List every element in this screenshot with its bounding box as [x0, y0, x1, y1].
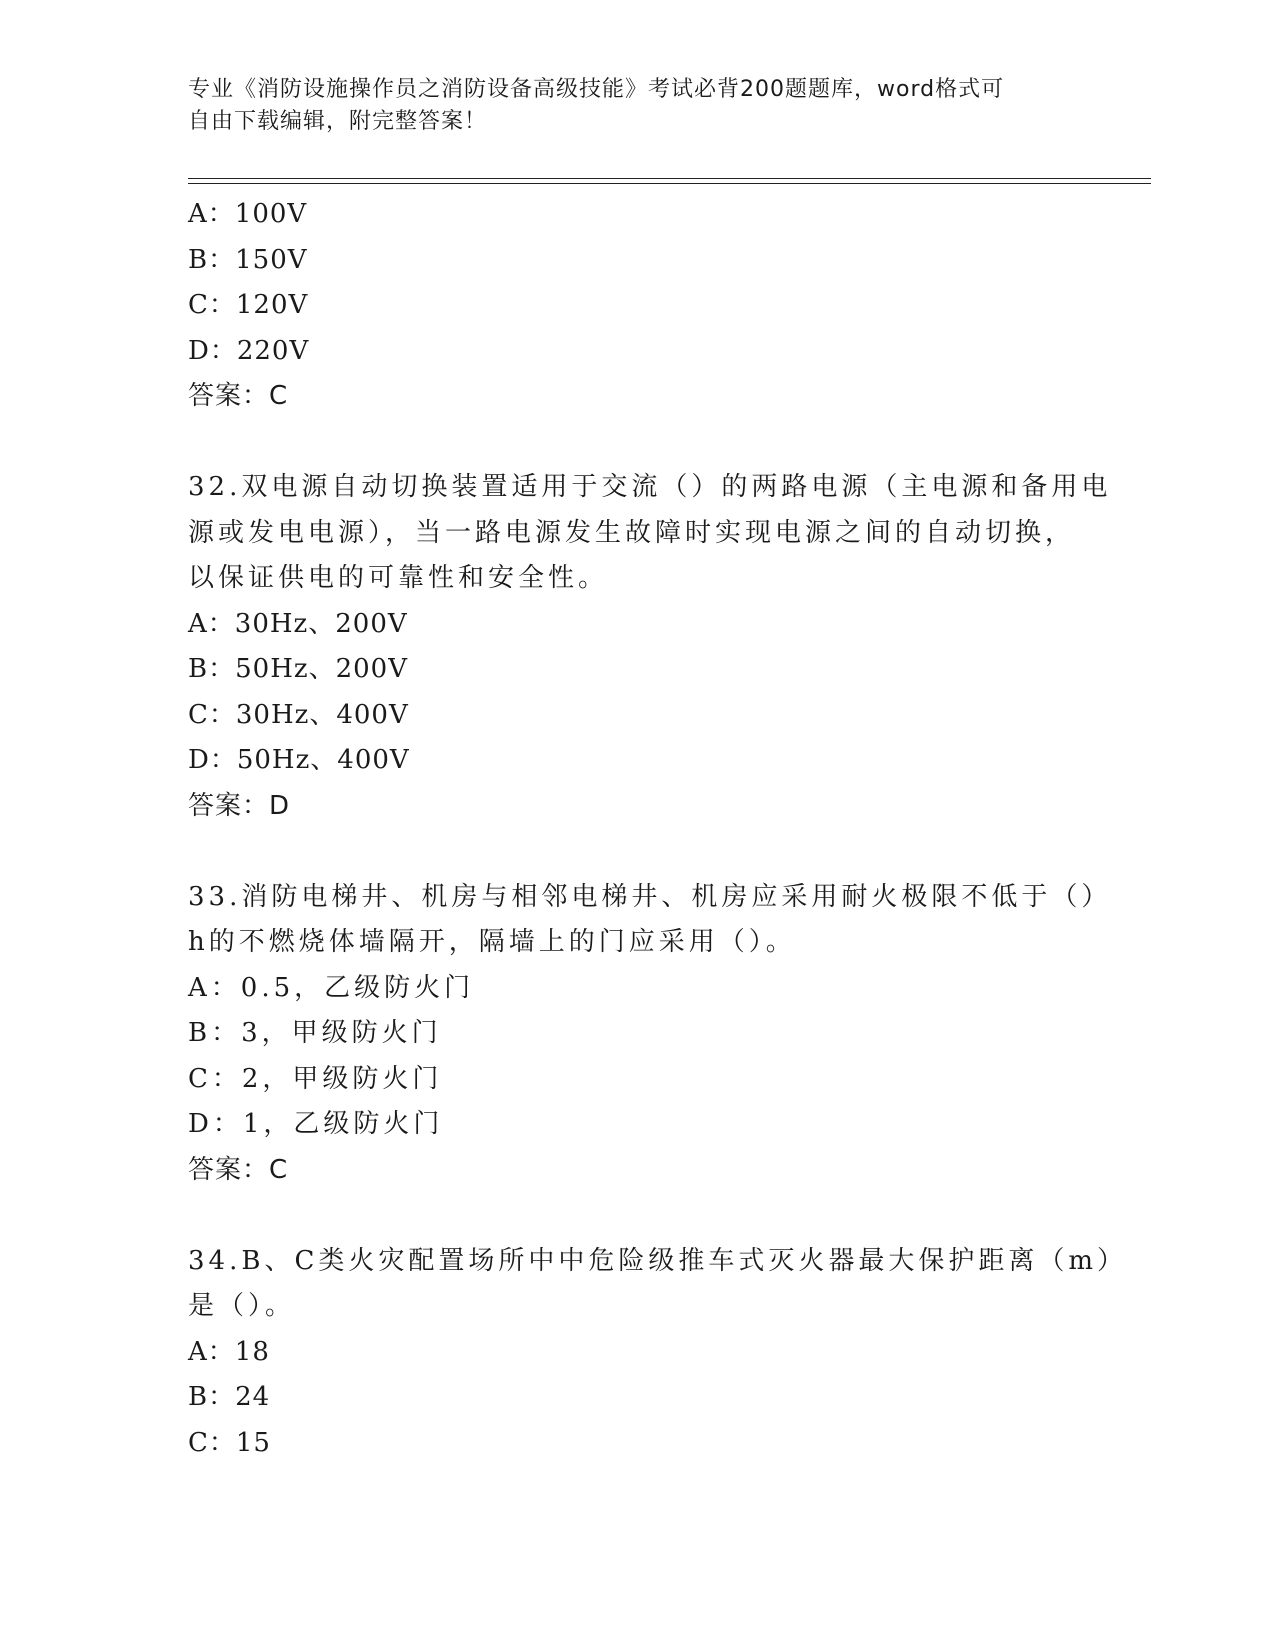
option-a: A：18	[188, 1336, 270, 1367]
option-d: D：220V	[188, 335, 310, 366]
question-stem-line: 以保证供电的可靠性和安全性。	[188, 563, 609, 593]
option-b: B：50Hz、200V	[188, 654, 408, 684]
question-spacer	[188, 1193, 1088, 1239]
question-spacer	[188, 829, 1088, 875]
option-b: B：24	[188, 1382, 271, 1412]
option-a: A：100V	[188, 199, 308, 229]
question-stem-line: 是（）。	[188, 1291, 296, 1321]
question-stem-line: 32.双电源自动切换装置适用于交流（）的两路电源（主电源和备用电	[188, 472, 1112, 502]
question-34	[188, 1239, 1128, 1467]
header-divider-top	[188, 178, 1151, 179]
option-a: A：0.5，乙级防火门	[188, 972, 475, 1003]
question-stem-line: h的不燃烧体墙隔开，隔墙上的门应采用（）。	[188, 927, 796, 957]
option-d: D：1，乙级防火门	[188, 1109, 444, 1139]
header-title-line-2: 自由下载编辑，附完整答案！	[188, 109, 488, 134]
answer-line: 答案：D	[188, 790, 291, 821]
option-c: C：120V	[188, 290, 309, 320]
header-title-line-1: 专业《消防设施操作员之消防设备高级技能》考试必背200题题库，word格式可	[188, 77, 1005, 102]
question-31-partial	[188, 192, 1088, 420]
option-c: C：2，甲级防火门	[188, 1063, 443, 1094]
document-header	[188, 74, 1068, 138]
question-stem-line: 源或发电电源），当一路电源发生故障时实现电源之间的自动切换，	[188, 517, 1076, 548]
option-c: C：30Hz、400V	[188, 699, 409, 730]
question-32	[188, 465, 1112, 829]
question-list	[188, 192, 1128, 1466]
question-stem-line: 34.B、C类火灾配置场所中中危险级推车式灭火器最大保护距离（m）	[188, 1245, 1128, 1276]
question-stem-line: 33.消防电梯井、机房与相邻电梯井、机房应采用耐火极限不低于（）	[188, 881, 1112, 912]
answer-line: 答案：C	[188, 1154, 289, 1185]
question-33	[188, 875, 1112, 1194]
option-d: D：50Hz、400V	[188, 745, 410, 775]
option-b: B：150V	[188, 244, 308, 275]
option-b: B：3，甲级防火门	[188, 1018, 442, 1048]
header-divider-bottom	[188, 183, 1151, 184]
answer-line: 答案：C	[188, 381, 289, 411]
option-a: A：30Hz、200V	[188, 608, 408, 639]
question-spacer	[188, 420, 1088, 466]
option-c: C：15	[188, 1427, 271, 1458]
